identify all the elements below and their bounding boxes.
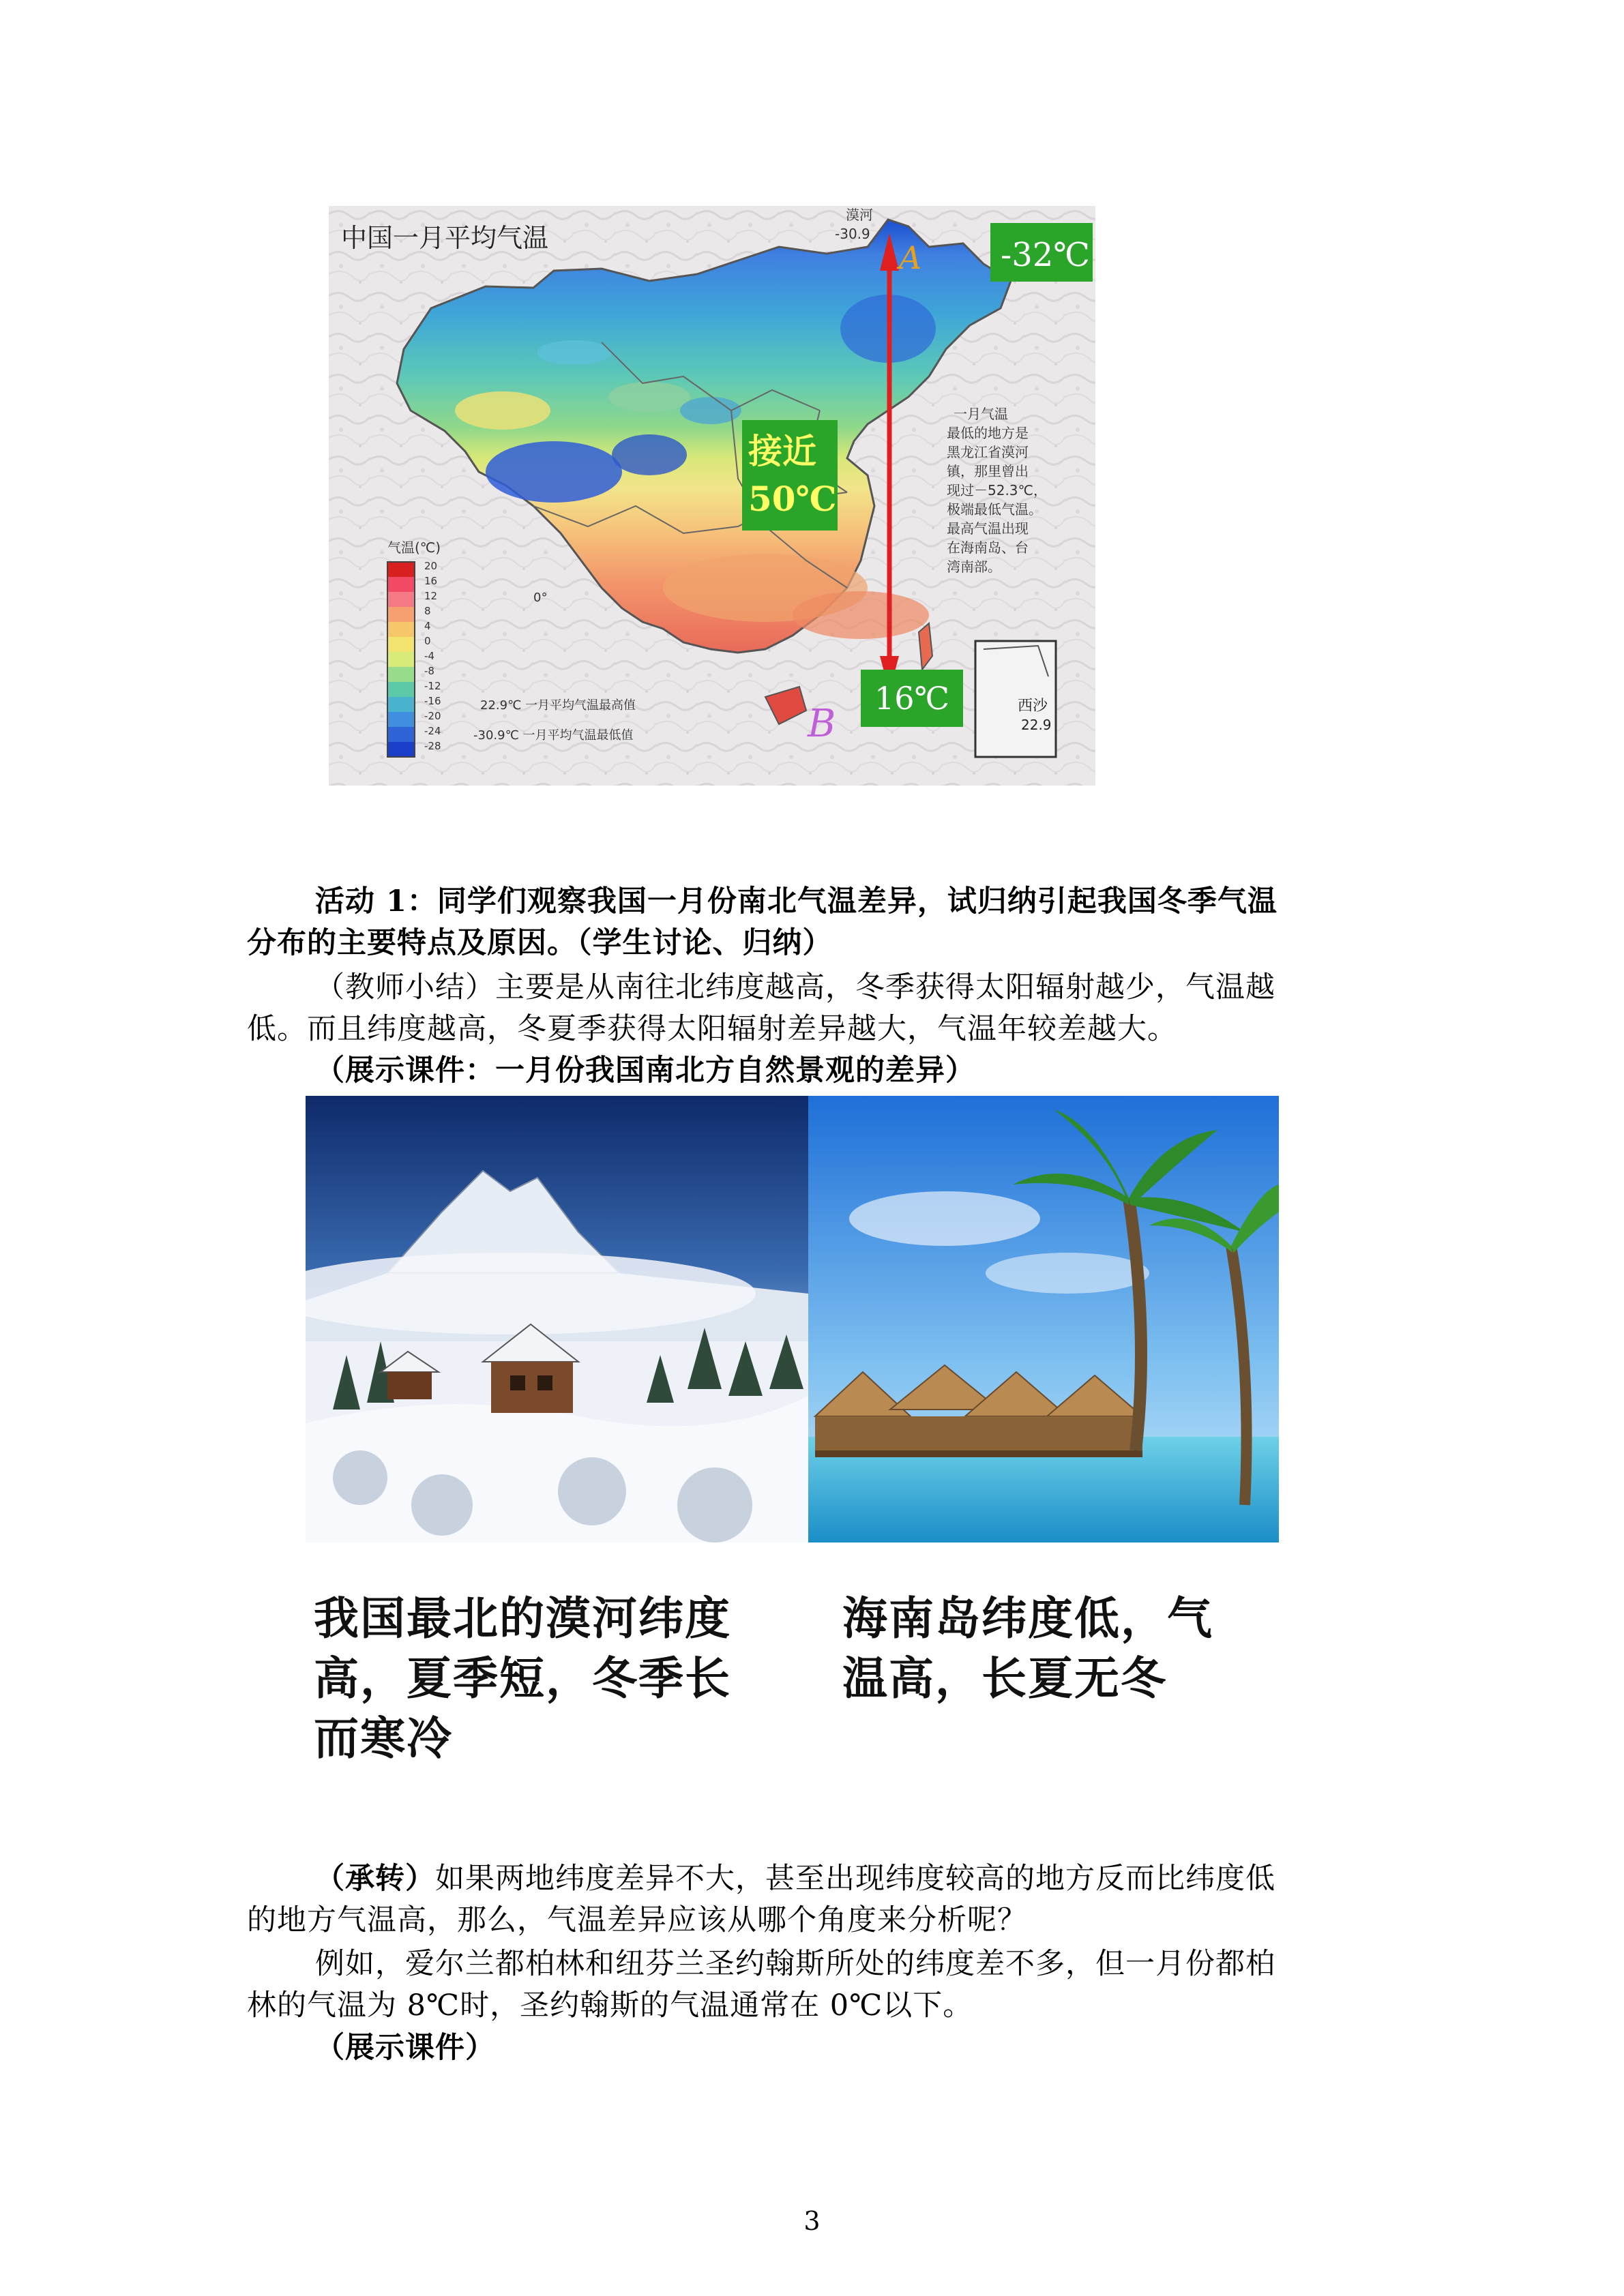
example-line-1: 例如，爱尔兰都柏林和纽芬兰圣约翰斯所处的纬度差不多，但一月份都柏 — [315, 1947, 1275, 1981]
svg-text:0°: 0° — [533, 591, 548, 605]
svg-text:湾南部。: 湾南部。 — [947, 558, 1001, 575]
svg-text:22.9: 22.9 — [1021, 717, 1052, 733]
svg-text:镇，那里曾出: 镇，那里曾出 — [947, 463, 1029, 479]
svg-text:-4: -4 — [424, 650, 434, 662]
north-caption: 我国最北的漠河纬度 高，夏季短，冬季长 而寒冷 — [314, 1592, 731, 1765]
point-b-label: B — [808, 702, 836, 746]
legend-max-note: 22.9℃ 一月平均气温最高值 — [480, 698, 636, 713]
svg-text:4: 4 — [424, 620, 431, 632]
activity-1-line-2: 分布的主要特点及原因。（学生讨论、归纳） — [247, 926, 833, 960]
show-courseware-1: （展示课件：一月份我国南北方自然景观的差异） — [315, 1054, 975, 1088]
svg-text:-20: -20 — [424, 710, 441, 722]
south-caption: 海南岛纬度低，气 温高，长夏无冬 — [842, 1592, 1213, 1705]
svg-text:20: 20 — [424, 560, 438, 572]
example-line-2: 林的气温为 8℃时，圣约翰斯的气温通常在 0℃以下。 — [247, 1988, 973, 2023]
point-a-label: A — [899, 239, 922, 276]
svg-text:12: 12 — [424, 590, 438, 602]
legend-min-note: -30.9℃ 一月平均气温最低值 — [473, 728, 634, 743]
svg-text:8: 8 — [424, 605, 431, 617]
svg-text:0: 0 — [424, 635, 431, 647]
legend-title: 气温(℃) — [387, 539, 441, 556]
svg-text:-12: -12 — [424, 680, 441, 692]
svg-text:黑龙江省漠河: 黑龙江省漠河 — [947, 444, 1029, 460]
svg-text:漠河: 漠河 — [846, 207, 873, 223]
svg-text:-16: -16 — [424, 695, 441, 707]
january-temperature-map — [329, 206, 1095, 786]
svg-text:西沙: 西沙 — [1018, 698, 1048, 715]
svg-text:16: 16 — [424, 575, 438, 587]
svg-text:-8: -8 — [424, 665, 434, 677]
svg-text:接近: 接近 — [748, 432, 816, 471]
north-temp-label: -32℃ — [1001, 236, 1090, 274]
svg-text:极端最低气温。: 极端最低气温。 — [947, 501, 1042, 518]
page-number: 3 — [803, 2206, 821, 2236]
teacher-summary-line-2: 低。而且纬度越高，冬夏季获得太阳辐射差异越大，气温年较差越大。 — [247, 1012, 1177, 1046]
north-winter-landscape-photo — [306, 1096, 808, 1542]
temperature-legend — [387, 562, 415, 757]
teacher-summary-line-1: （教师小结）主要是从南往北纬度越高，冬季获得太阳辐射越少，气温越 — [315, 970, 1275, 1004]
svg-text:-28: -28 — [424, 740, 441, 752]
svg-text:现过－52.3℃，: 现过－52.3℃， — [947, 482, 1047, 498]
south-tropical-beach-photo — [808, 1096, 1279, 1542]
transition-line-1: （承转）如果两地纬度差异不大，甚至出现纬度较高的地方反而比纬度低 — [315, 1862, 1275, 1896]
activity-1-line-1: 活动 1：同学们观察我国一月份南北气温差异，试归纳引起我国冬季气温 — [315, 884, 1278, 919]
show-courseware-2: （展示课件） — [315, 2031, 495, 2065]
transition-line-2: 的地方气温高，那么，气温差异应该从哪个角度来分析呢？ — [247, 1903, 1027, 1937]
svg-text:最高气温出现: 最高气温出现 — [947, 520, 1029, 537]
svg-text:最低的地方是: 最低的地方是 — [947, 425, 1029, 441]
map-title: 中国一月平均气温 — [341, 223, 549, 253]
svg-text:-24: -24 — [424, 725, 441, 737]
svg-text:在海南岛、台: 在海南岛、台 — [947, 539, 1029, 556]
svg-text:一月气温: 一月气温 — [954, 406, 1008, 422]
svg-text:50℃: 50℃ — [748, 479, 837, 519]
svg-text:-30.9: -30.9 — [835, 226, 870, 242]
south-temp-label: 16℃ — [874, 680, 949, 717]
